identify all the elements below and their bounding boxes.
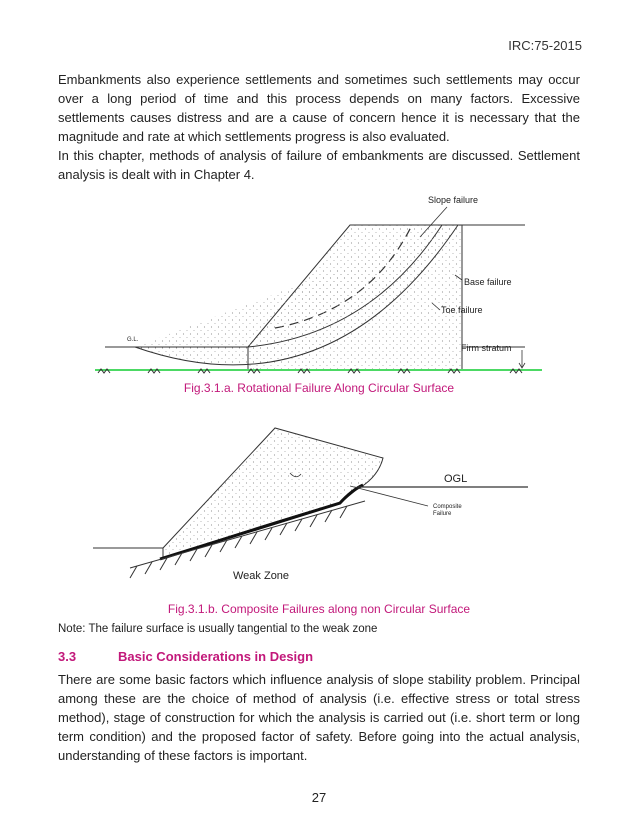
paragraph-settlements: Embankments also experience settlements and sometimes such settlements may occur over a long period of time and this process depends on many factors. Excessive settlements causes distress and are a cause of concern hence it is necessary that the magnitude and rate at which settlements progress is also evaluated. (58, 72, 580, 144)
label-ogl: OGL (444, 473, 468, 485)
paragraph-basic-considerations: There are some basic factors which influence analysis of slope stability problem. Principal among these are the choice of method of analysis (i.e. effective stress or total stress method), stage of construction for which the analysis is carried out (i.e. short term or long term condition) and the proposed factor of safety. Before going into the actual analysis, understanding of these factors is important. (58, 672, 580, 763)
label-composite-1: Composite (433, 504, 462, 510)
section-number: 3.3 (58, 649, 77, 664)
section-title: Basic Considerations in Design (118, 649, 314, 664)
figure-note: Note: The failure surface is usually tangential to the weak zone (58, 623, 378, 635)
composite-leader (350, 486, 428, 506)
label-slope-failure: Slope failure (428, 195, 479, 205)
figure1-caption: Fig.3.1.a. Rotational Failure Along Circular Surface (183, 381, 455, 395)
label-toe-failure: Toe failure (441, 305, 483, 315)
figure2-caption: Fig.3.1.b. Composite Failures along non Circular Surface (167, 602, 471, 616)
label-weak-zone: Weak Zone (233, 570, 290, 582)
section-heading (58, 649, 313, 664)
label-composite-2: Failure (433, 511, 452, 517)
figure-rotational-failure (0, 185, 638, 380)
label-firm-stratum: Firm stratum (461, 343, 512, 353)
label-gl: G.L. (127, 337, 139, 343)
document-reference: IRC:75-2015 (508, 38, 582, 53)
figure-composite-failure (0, 418, 638, 598)
paragraph-chapter-intro: In this chapter, methods of analysis of failure of embankments are discussed. Settlement analysis is dealt with in Chapter 4. (58, 148, 580, 182)
page-number: 27 (311, 790, 327, 805)
label-base-failure: Base failure (464, 277, 512, 287)
